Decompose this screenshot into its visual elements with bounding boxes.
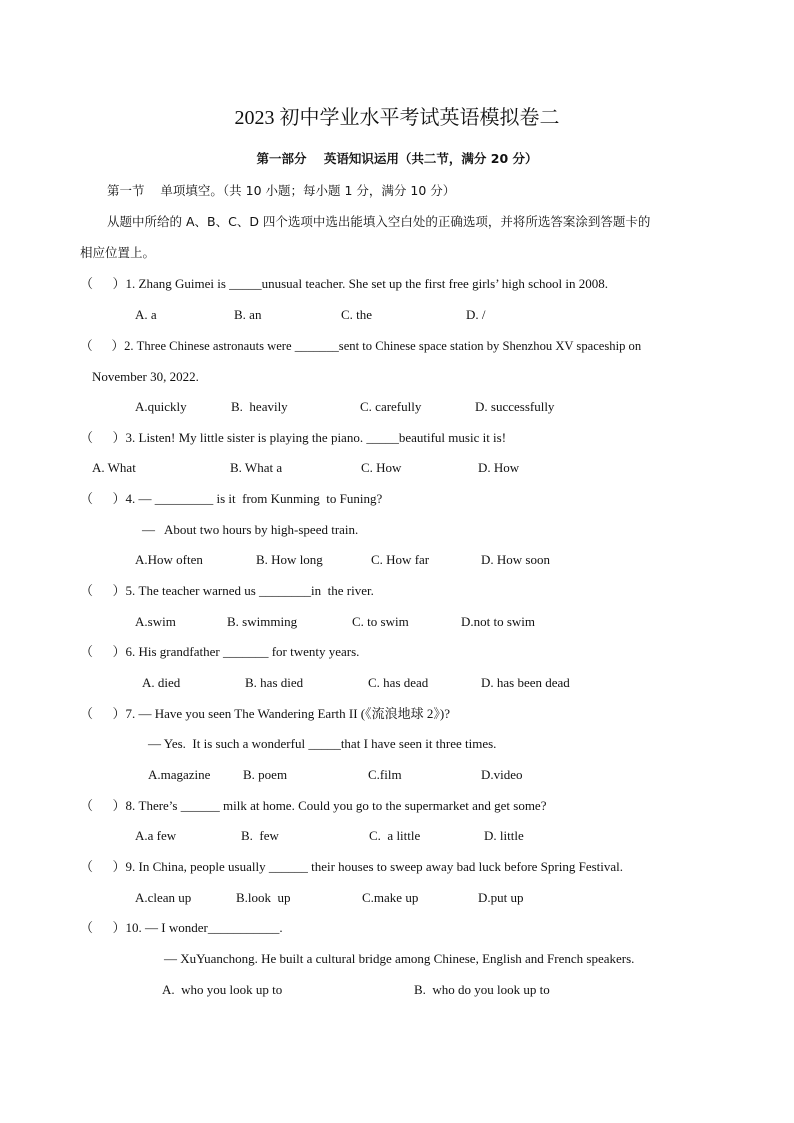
question-stem-2: （ ）2. Three Chinese astronauts were _______sent to Chinese space station by Shenzhou XV spaceship on [80, 339, 642, 353]
q10-option-b: B. who do you look up to [414, 982, 550, 997]
question-stem-4: （ ）4. — _________ is it from Kunming to Funing? [80, 491, 383, 506]
q8-option-b: B. few [241, 828, 279, 843]
q7-option-d: D.video [481, 767, 523, 782]
q5-option-b: B. swimming [227, 614, 298, 629]
question-stem-5: （ ）5. The teacher warned us ________in the river. [80, 583, 374, 598]
instructions-line-1: 从题中所给的 A、B、C、D 四个选项中选出能填入空白处的正确选项，并将所选答案涂到答题卡的 [107, 214, 651, 229]
question-stem-3: （ ）3. Listen! My little sister is playing the piano. _____beautiful music it is! [80, 430, 507, 445]
q7-option-c: C.film [368, 767, 402, 782]
q5-option-c: C. to swim [352, 614, 409, 629]
q8-option-c: C. a little [369, 828, 421, 843]
q6-option-b: B. has died [245, 675, 304, 690]
instructions-line-2: 相应位置上。 [80, 245, 156, 260]
q4-option-a: A.How often [135, 552, 203, 567]
q7-option-a: A.magazine [148, 767, 211, 782]
q9-option-b: B.look up [236, 890, 291, 905]
q9-option-c: C.make up [362, 890, 419, 905]
q4-option-d: D. How soon [481, 552, 550, 567]
q3-option-d: D. How [478, 460, 520, 475]
question-reply-7: — Yes. It is such a wonderful _____that I have seen it three times. [148, 736, 497, 751]
part-heading: 第一部分 英语知识运用（共二节，满分 20 分） [256, 151, 538, 166]
q4-option-b: B. How long [256, 552, 323, 567]
q8-option-d: D. little [484, 828, 524, 843]
q5-option-a: A.swim [135, 614, 176, 629]
q1-option-a: A. a [135, 307, 157, 322]
question-stem-6: （ ）6. His grandfather _______ for twenty years. [80, 644, 360, 659]
q2-option-a: A.quickly [135, 399, 187, 414]
q2-option-c: C. carefully [360, 399, 422, 414]
q1-option-d: D. / [466, 307, 486, 322]
question-reply-4: — About two hours by high-speed train. [142, 522, 359, 537]
section-heading: 第一节 单项填空。（共 10 小题；每小题 1 分，满分 10 分） [107, 183, 456, 198]
q8-option-a: A.a few [135, 828, 177, 843]
q2-option-b: B. heavily [231, 399, 288, 414]
question-stem-9: （ ）9. In China, people usually ______ their houses to sweep away bad luck before Spring Festival. [80, 859, 624, 874]
q2-option-d: D. successfully [475, 399, 555, 414]
q6-option-c: C. has dead [368, 675, 429, 690]
question-stem-10: （ ）10. — I wonder___________. [80, 920, 283, 935]
q10-option-a: A. who you look up to [162, 982, 283, 997]
q6-option-a: A. died [142, 675, 181, 690]
q5-option-d: D.not to swim [461, 614, 536, 629]
q9-option-a: A.clean up [135, 890, 192, 905]
q9-option-d: D.put up [478, 890, 524, 905]
question-stem-2-cont: November 30, 2022. [92, 369, 199, 384]
q1-option-b: B. an [234, 307, 262, 322]
q3-option-a: A. What [92, 460, 136, 475]
q3-option-b: B. What a [230, 460, 283, 475]
q4-option-c: C. How far [371, 552, 430, 567]
q1-option-c: C. the [341, 307, 373, 322]
q7-option-b: B. poem [243, 767, 288, 782]
exam-title: 2023 初中学业水平考试英语模拟卷二 [234, 107, 560, 129]
question-reply-10: — XuYuanchong. He built a cultural bridge among Chinese, English and French speakers. [164, 951, 635, 966]
question-stem-1: （ ）1. Zhang Guimei is _____unusual teacher. She set up the first free girls’ high school in 2008. [80, 276, 608, 291]
question-stem-8: （ ）8. There’s ______ milk at home. Could you go to the supermarket and get some? [80, 798, 547, 813]
q3-option-c: C. How [361, 460, 402, 475]
q6-option-d: D. has been dead [481, 675, 570, 690]
question-stem-7: （ ）7. — Have you seen The Wandering Earth II (《流浪地球 2》)? [80, 706, 450, 721]
